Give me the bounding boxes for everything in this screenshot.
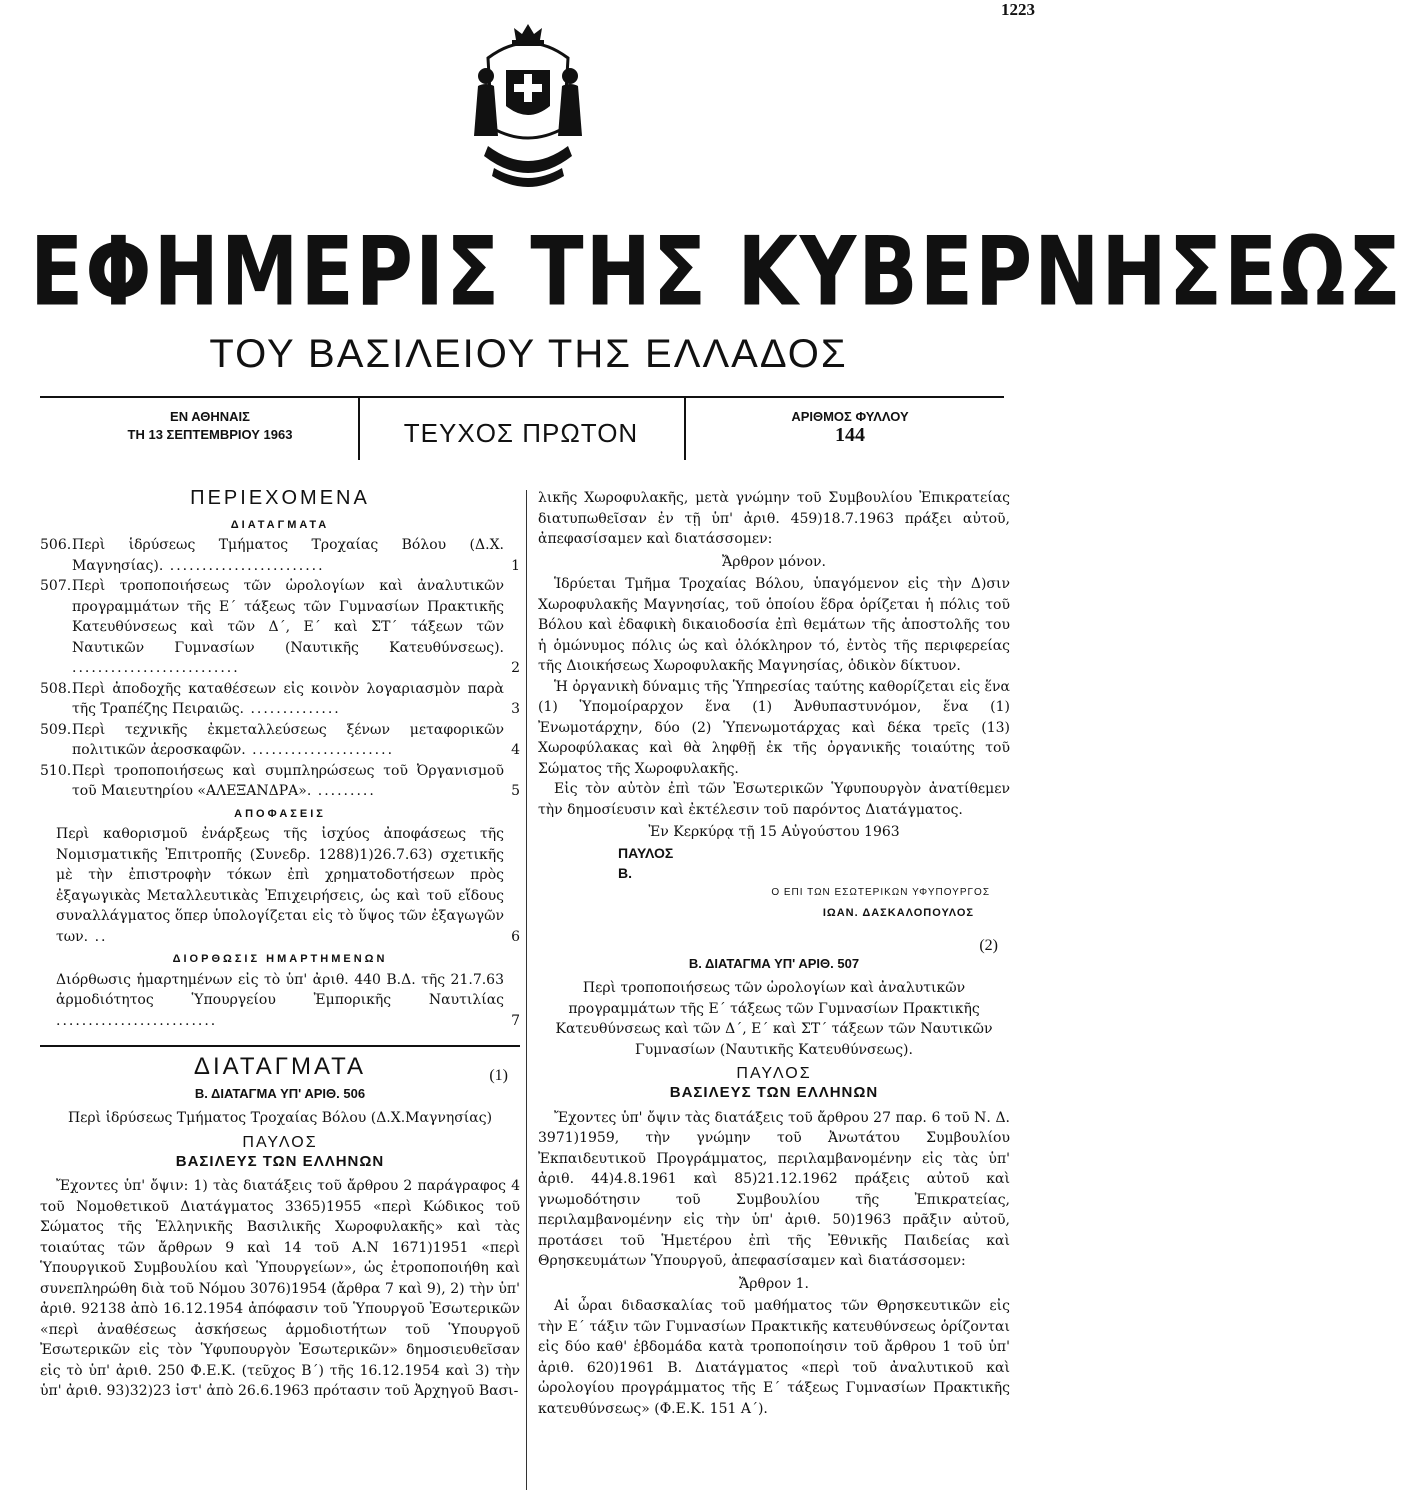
sheet-label: ΑΡΙΘΜΟΣ ΦΥΛΛΟΥ — [791, 409, 909, 424]
decree-507-index: (2) — [979, 936, 998, 954]
decree-507-title: Β. ΔΙΑΤΑΓΜΑ ΥΠ' ΑΡΙΘ. 507 — [688, 955, 860, 971]
decree-507-king-title: ΒΑΣΙΛΕΥΣ ΤΩΝ ΕΛΛΗΝΩΝ — [669, 1084, 879, 1101]
decree-506-king: ΠΑΥΛΟΣ — [242, 1133, 318, 1151]
decree-506-article-p3: Εἰς τὸν αὐτὸν ἐπὶ τῶν Ἐσωτερικῶν Ὑφυπουργὸν ἀνατίθεμεν τὴν δημοσίευσιν καὶ ἐκτέλεσιν τοῦ παρόντος Διατάγματος. — [538, 781, 1010, 818]
header-rule — [40, 396, 1004, 398]
toc-entry-page: 5 — [511, 783, 520, 799]
toc-entry-number: 508. — [40, 680, 72, 697]
decree-506-signature: ΠΑΥΛΟΣ — [618, 844, 674, 861]
toc-section-decrees: ΔΙΑΤΑΓΜΑΤΑ — [230, 518, 330, 531]
column-divider — [526, 490, 527, 1490]
decree-506-article-title: Ἄρθρον μόνον. — [722, 553, 826, 570]
toc-errata-page: 7 — [511, 1012, 520, 1029]
toc-entry[interactable]: 507. Περὶ τροποποιήσεως τῶν ὡρολογίων καὶ ἀναλυτικῶν προγραμμάτων τῆς Ε΄ τάξεως τῶν Γυμνασίων Πρακτικῆς Κατευθύνσεως καὶ τῶν Δ΄, Ε΄ καὶ ΣΤ΄ τάξεων τῶν Ναυτικῶν Γυμνασίων (Ναυτικῆς Κατευθύνσεως). .......................... 2 — [40, 576, 520, 679]
sheet-number: 144 — [835, 424, 865, 446]
toc-entry-number: 510. — [40, 762, 72, 779]
toc-errata-entry[interactable]: Διόρθωσις ἡμαρτημένων εἰς τὸ ὑπ' ἀριθ. 440 Β.Δ. τῆς 21.7.63 ἁρμοδιότητος Ὑπουργείου Ἐμπορικῆς Ναυτιλίας ......................... 7 — [40, 970, 520, 1032]
right-column — [538, 488, 1010, 1419]
toc-decision-text: Περὶ καθορισμοῦ ἐνάρξεως τῆς ἰσχύος ἀποφάσεως τῆς Νομισματικῆς Ἐπιτροπῆς (Συνεδρ. 1288)1)26.7.63) σχετικῆς μὲ τὴν ἐπιστροφὴν τόκων ἐπὶ χρηματοδοτήσεων πρὸς ἐξαγωγικὰς Μεταλλευτικὰς Ἐπιχειρήσεις, ὡς καὶ τοῦ εἴδους συναλλάγματος ὅπερ ὑπολογίζεται εἰς τὸ ὕψος τῶν ἐξαγωγῶν των. — [56, 826, 504, 945]
decree-507-king: ΠΑΥΛΟΣ — [736, 1065, 812, 1082]
decree-506-preamble: Ἔχοντες ὑπ' ὄψιν: 1) τὰς διατάξεις τοῦ ἄρθρου 2 παράγραφος 4 τοῦ Νομοθετικοῦ Διατάγματος 3365)1955 «περὶ Κώδικος τοῦ Σώματος τῆς Ἑλληνικῆς Βασιλικῆς Χωροφυλακῆς» καὶ τὰς τοιαύτας τῶν ἄρθρων 9 καὶ 14 τοῦ Α.Ν 1671)1951 «περὶ Ὑπουργικοῦ Συμβουλίου καὶ Ὑπουργείων», ὡς ἐτροποποιήθη καὶ συνεπληρώθη διὰ τοῦ Νόμου 3076)1954 (ἄρθρα 7 καὶ 9), 2) τὴν ὑπ' ἀριθ. 92138 ἀπὸ 16.12.1954 ἀπόφασιν τοῦ Ὑπουργοῦ Ἐσωτερικῶν «περὶ ἀναθέσεως ἀσκήσεως ἁρμοδιοτήτων τοῦ Ὑπουργοῦ Ἐσωτερικῶν εἰς τὸν Ὑφυπουργὸν Ἐσωτερικῶν» δημοσιευθεῖσαν εἰς τὸ ὑπ' ἀριθ. 250 Φ.Ε.Κ. (τεῦχος Β΄) τῆς 16.12.1954 καὶ 3) τὴν ὑπ' ἀριθ. 93)32)23 ἰστ' ἀπὸ 26.6.1963 πρότασιν τοῦ Ἀρχηγοῦ Βασι- — [40, 1178, 520, 1399]
toc-decision-entry[interactable]: Περὶ καθορισμοῦ ἐνάρξεως τῆς ἰσχύος ἀποφάσεως τῆς Νομισματικῆς Ἐπιτροπῆς (Συνεδρ. 1288)1)26.7.63) σχετικῆς μὲ τὴν ἐπιστροφὴν τόκων ἐπὶ χρηματοδοτήσεων πρὸς ἐξαγωγικὰς Μεταλλευτικὰς Ἐπιχειρήσεις, ὡς καὶ τοῦ εἴδους συναλλάγματος ὅπερ ὑπολογίζεται εἰς τὸ ὕψος τῶν ἐξαγωγῶν των. .. 6 — [40, 824, 520, 947]
toc-entry[interactable]: 508. Περὶ ἀποδοχῆς καταθέσεων εἰς κοινὸν λογαριασμὸν παρὰ τῆς Τραπέζης Πειραιῶς. .............. 3 — [40, 679, 520, 720]
decree-506-index: (1) — [489, 1066, 508, 1084]
toc-entry-text: Περὶ τροποποιήσεως καὶ συμπληρώσεως τοῦ Ὀργανισμοῦ τοῦ Μαιευτηρίου «ΑΛΕΞΑΝΔΡΑ». — [72, 762, 504, 799]
left-column — [40, 488, 520, 1402]
toc-entry-number: 507. — [40, 578, 72, 594]
decree-507-subject: Περὶ τροποποιήσεως τῶν ὡρολογίων καὶ ἀναλυτικῶν προγραμμάτων τῆς Ε΄ τάξεως τῶν Γυμνασίων Πρακτικῆς Κατευθύνσεως καὶ τῶν Δ΄, Ε΄ καὶ ΣΤ΄ τάξεων τῶν Ναυτικῶν Γυμνασίων (Ναυτικῆς Κατευθύνσεως). — [555, 980, 993, 1058]
issue-place-date — [60, 408, 360, 444]
decree-506-king-title: ΒΑΣΙΛΕΥΣ ΤΩΝ ΕΛΛΗΝΩΝ — [175, 1152, 385, 1170]
toc-entry-text: Περὶ ἀποδοχῆς καταθέσεων εἰς κοινὸν λογαριασμὸν παρὰ τῆς Τραπέζης Πειραιῶς. — [72, 680, 504, 717]
decree-506-article-p2: Ἡ ὀργανικὴ δύναμις τῆς Ὑπηρεσίας ταύτης καθορίζεται εἰς ἕνα (1) Ὑπομοίραρχον ἕνα (1) Ἀνθυπαστυνόμον, ἕνα (1) Ἐνωμοτάρχην, δύο (2) Ὑπενωμοτάρχας καὶ δέκα τρεῖς (13) Χωροφύλακας καὶ θὰ ληφθῇ ἐκ τῆς ὀργανικῆς τοιαύτης τοῦ Σώματος τῆς Χωροφυλακῆς. — [538, 678, 1010, 777]
toc-entry[interactable]: 510. Περὶ τροποποιήσεως καὶ συμπληρώσεως τοῦ Ὀργανισμοῦ τοῦ Μαιευτηρίου «ΑΛΕΞΑΝΔΡΑ». ......... 5 — [40, 761, 520, 802]
toc-heading: ΠΕΡΙΕΧΟΜΕΝΑ — [190, 487, 370, 509]
page-number: 1223 — [1001, 0, 1035, 19]
toc-entry-page: 2 — [511, 660, 520, 676]
decree-506-minister-title: Ο ΕΠΙ ΤΩΝ ΕΣΩΤΕΡΙΚΩΝ ΥΦΥΠΟΥΡΓΟΣ — [771, 886, 990, 898]
decrees-heading: ΔΙΑΤΑΓΜΑΤΑ — [193, 1053, 367, 1080]
toc-entry-text: Περὶ τροποποιήσεως τῶν ὡρολογίων καὶ ἀναλυτικῶν προγραμμάτων τῆς Ε΄ τάξεως τῶν Γυμνασίων Πρακτικῆς Κατευθύνσεως καὶ τῶν Δ΄, Ε΄ καὶ ΣΤ΄ τάξεων τῶν Ναυτικῶν Γυμνασίων (Ναυτικῆς Κατευθύνσεως). — [72, 578, 504, 656]
royal-coat-of-arms-icon — [468, 18, 588, 198]
toc-section-decisions: ΑΠΟΦΑΣΕΙΣ — [234, 807, 326, 820]
issue-place: ΕΝ ΑΘΗΝΑΙΣ — [170, 409, 250, 424]
decree-506-place-date: Ἐν Κερκύρᾳ τῇ 15 Αὐγούστου 1963 — [648, 824, 900, 840]
issue-date: ΤΗ 13 ΣΕΠΤΕΜΒΡΙΟΥ 1963 — [127, 427, 293, 442]
decree-507-article-p1: Αἱ ὧραι διδασκαλίας τοῦ μαθήματος τῶν Θρησκευτικῶν εἰς τὴν Ε΄ τάξιν τῶν Γυμνασίων Πρακτικῆς κατευθύνσεως ὁρίζονται εἰς δύο καθ' ἑβδομάδα κατὰ τροποποίησιν τοῦ ἄρθρου 1 τοῦ ὑπ' ἀριθ. 620)1961 Β. Διατάγματος «περὶ τοῦ ἀναλυτικοῦ καὶ ὡρολογίου προγράμματος τῆς Ε΄ τάξεως Γυμνασίων Πρακτικῆς κατευθύνσεως» (Φ.Ε.Κ. 151 Α΄). — [538, 1298, 1010, 1417]
toc-entry-page: 4 — [511, 742, 520, 758]
decree-507-preamble: Ἔχοντες ὑπ' ὄψιν τὰς διατάξεις τοῦ ἄρθρου 27 παρ. 6 τοῦ Ν. Δ. 3971)1959, τὴν γνώμην τοῦ Ἀνωτάτου Συμβουλίου Ἐκπαιδευτικοῦ Προγράμματος, περιλαμβανομένην εἰς τὰς ὑπ' ἀριθ. 44)4.8.1961 καὶ 85)21.12.1962 πράξεις αὐτοῦ καὶ γνωμοδότησιν τοῦ Συμβουλίου τῆς Ἐπικρατείας, περιλαμβανομένην εἰς τὴν ὑπ' ἀριθ. 50)1963 πρᾶξιν αὐτοῦ, προτάσει τοῦ Ἡμετέρου ἐπὶ τῆς Ἐθνικῆς Παιδείας καὶ Θρησκευμάτων Ὑπουργοῦ, ἀπεφασίσαμεν καὶ διατάσσομεν: — [538, 1109, 1010, 1269]
toc-entry-text: Περὶ τεχνικῆς ἐκμεταλλεύσεως ξένων μεταφορικῶν πολιτικῶν ἀεροσκαφῶν. — [72, 721, 504, 758]
toc-entry-number: 509. — [40, 721, 72, 738]
decree-507-heading — [538, 936, 1010, 975]
toc-entry-page: 3 — [511, 701, 520, 717]
toc-entry[interactable]: 509. Περὶ τεχνικῆς ἐκμεταλλεύσεως ξένων μεταφορικῶν πολιτικῶν ἀεροσκαφῶν. ...................... 4 — [40, 720, 520, 761]
issue-volume: ΤΕΥΧΟΣ ΠΡΩΤΟΝ — [403, 418, 639, 448]
toc-entry-text: Περὶ ἱδρύσεως Τμήματος Τροχαίας Βόλου (Δ.Χ. Μαγνησίας). — [72, 537, 504, 574]
decree-506-minister-name: ΙΩΑΝ. ΔΑΣΚΑΛΟΠΟΥΛΟΣ — [822, 907, 974, 919]
decree-506-preamble-cont: λικῆς Χωροφυλακῆς, μετὰ γνώμην τοῦ Συμβουλίου Ἐπικρατείας διατυπωθεῖσαν ἐν τῇ ὑπ' ἀριθ. 459)18.7.1963 πράξει αὐτοῦ, ἀπεφασίσαμεν καὶ διατάσσομεν: — [538, 490, 1010, 547]
masthead-subtitle: ΤΟΥ ΒΑΣΙΛΕΙΟΥ ΤΗΣ ΕΛΛΑΔΟΣ — [209, 332, 848, 376]
masthead-title: ΕΦΗΜΕΡΙΣ ΤΗΣ ΚΥΒΕΡΝΗΣΕΩΣ — [30, 218, 1403, 328]
toc-entry[interactable]: 506. Περὶ ἱδρύσεως Τμήματος Τροχαίας Βόλου (Δ.Χ. Μαγνησίας). ........................ 1 — [40, 535, 520, 576]
toc-errata-text: Διόρθωσις ἡμαρτημένων εἰς τὸ ὑπ' ἀριθ. 440 Β.Δ. τῆς 21.7.63 ἁρμοδιότητος Ὑπουργείου Ἐμπορικῆς Ναυτιλίας — [56, 971, 504, 1008]
toc-section-errata: ΔΙΟΡΘΩΣΙΣ ΗΜΑΡΤΗΜΕΝΩΝ — [172, 953, 388, 965]
toc-decision-page: 6 — [511, 928, 520, 945]
issue-sheet — [690, 408, 1010, 444]
toc-entry-number: 506. — [40, 537, 72, 553]
decree-506-title: Β. ΔΙΑΤΑΓΜΑ ΥΠ' ΑΡΙΘ. 506 — [194, 1085, 366, 1101]
decree-506-article-p1: Ἱδρύεται Τμῆμα Τροχαίας Βόλου, ὑπαγόμενον εἰς τὴν Δ)σιν Χωροφυλακῆς Μαγνησίας, τοῦ ὁποίου ἕδρα ὁρίζεται ἡ πόλις τοῦ Βόλου καὶ ἐδαφικὴ δικαιοδοσία ἐπὶ θεμάτων τῆς ἀποστολῆς του ἡ ὁμώνυμος πόλις ὡς καὶ ὁλόκληρον τό, ἐντὸς τῆς περιφερείας τῆς Διοικήσεως Χωροφυλακῆς Μαγνησίας, ὁδικὸν δίκτυον. — [538, 576, 1010, 674]
section-separator — [40, 1045, 520, 1047]
decree-506-subject: Περὶ ἱδρύσεως Τμήματος Τροχαίας Βόλου (Δ.Χ.Μαγνησίας) — [67, 1110, 493, 1126]
toc-entry-page: 1 — [511, 557, 520, 574]
decree-507-article-title: Ἄρθρον 1. — [739, 1275, 809, 1292]
info-divider-right — [684, 398, 686, 460]
decree-506-signature-mark: Β. — [618, 864, 632, 881]
